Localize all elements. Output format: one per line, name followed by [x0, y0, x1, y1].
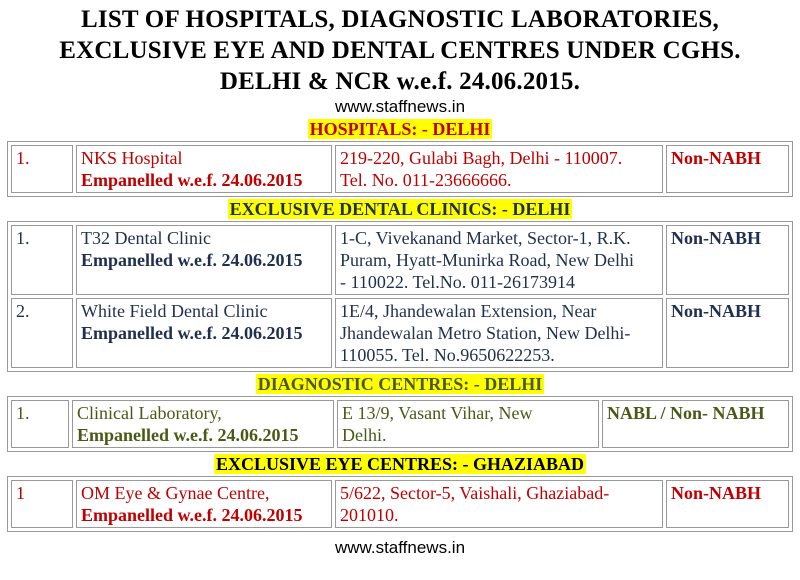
title-line-1: LIST OF HOSPITALS, DIAGNOSTIC LABORATORIES,	[81, 6, 719, 33]
hospitals-heading: HOSPITALS: - DELHI	[309, 119, 491, 139]
address-line: Tel. No. 011-23666666.	[340, 170, 512, 190]
empanelled-date: Empanelled w.e.f. 24.06.2015	[77, 425, 299, 445]
eye-heading: EXCLUSIVE EYE CENTRES: - GHAZIABAD	[215, 454, 585, 474]
row-number: 1	[11, 480, 73, 528]
status-cell: Non-NABH	[666, 480, 789, 528]
facility-name: OM Eye & Gynae Centre,	[81, 483, 270, 503]
address-line: 219-220, Gulabi Bagh, Delhi - 110007.	[340, 148, 623, 168]
table-row	[11, 480, 789, 528]
section-heading-hospitals	[0, 117, 800, 141]
section-heading-eye	[0, 452, 800, 476]
address-line: Jhandewalan Metro Station, New Delhi-	[340, 323, 631, 343]
facility-name: T32 Dental Clinic	[81, 228, 211, 248]
row-number: 1.	[11, 145, 73, 193]
hospitals-table	[7, 141, 793, 197]
address-line: 201010.	[340, 505, 399, 525]
address-cell	[335, 298, 663, 368]
title-line-3: DELHI & NCR w.e.f. 24.06.2015.	[219, 68, 581, 95]
row-number: 1.	[11, 400, 69, 448]
address-cell	[337, 400, 599, 448]
address-line: E 13/9, Vasant Vihar, New	[342, 403, 533, 423]
table-row	[11, 400, 789, 448]
facility-cell	[76, 225, 332, 295]
status-cell: Non-NABH	[666, 225, 789, 295]
section-heading-dental	[0, 197, 800, 221]
address-cell	[335, 225, 663, 295]
row-number: 2.	[11, 298, 73, 368]
address-line: - 110022. Tel.No. 011-26173914	[340, 272, 576, 292]
address-line: 1-C, Vivekanand Market, Sector-1, R.K.	[340, 228, 631, 248]
address-cell	[335, 145, 663, 193]
document-page	[0, 4, 800, 580]
address-line: 110055. Tel. No.9650622253.	[340, 345, 555, 365]
address-cell	[335, 480, 663, 528]
address-line: 1E/4, Jhandewalan Extension, Near	[340, 301, 597, 321]
empanelled-date: Empanelled w.e.f. 24.06.2015	[81, 250, 303, 270]
empanelled-date: Empanelled w.e.f. 24.06.2015	[81, 170, 303, 190]
page-title	[0, 4, 800, 97]
table-row	[11, 145, 789, 193]
row-number: 1.	[11, 225, 73, 295]
eye-table	[7, 476, 793, 532]
empanelled-date: Empanelled w.e.f. 24.06.2015	[81, 323, 303, 343]
facility-cell	[76, 298, 332, 368]
facility-name: NKS Hospital	[81, 148, 183, 168]
dental-heading: EXCLUSIVE DENTAL CLINICS: - DELHI	[229, 199, 571, 219]
section-heading-diagnostic	[0, 372, 800, 396]
table-row	[11, 298, 789, 368]
facility-cell	[76, 145, 332, 193]
address-line: Delhi.	[342, 425, 387, 445]
facility-cell	[76, 480, 332, 528]
site-watermark-bottom: www.staffnews.in	[334, 538, 466, 557]
status-cell: Non-NABH	[666, 298, 789, 368]
status-cell: NABL / Non- NABH	[602, 400, 789, 448]
address-line: Puram, Hyatt-Munirka Road, New Delhi	[340, 250, 634, 270]
dental-table	[7, 221, 793, 372]
status-cell: Non-NABH	[666, 145, 789, 193]
diagnostic-heading: DIAGNOSTIC CENTRES: - DELHI	[257, 374, 543, 394]
title-line-2: EXCLUSIVE EYE AND DENTAL CENTRES UNDER CGHS.	[59, 37, 741, 64]
facility-cell	[72, 400, 334, 448]
empanelled-date: Empanelled w.e.f. 24.06.2015	[81, 505, 303, 525]
table-row	[11, 225, 789, 295]
diagnostic-table	[7, 396, 793, 452]
facility-name: Clinical Laboratory,	[77, 403, 222, 423]
site-watermark-top: www.staffnews.in	[334, 97, 466, 116]
address-line: 5/622, Sector-5, Vaishali, Ghaziabad-	[340, 483, 610, 503]
facility-name: White Field Dental Clinic	[81, 301, 268, 321]
